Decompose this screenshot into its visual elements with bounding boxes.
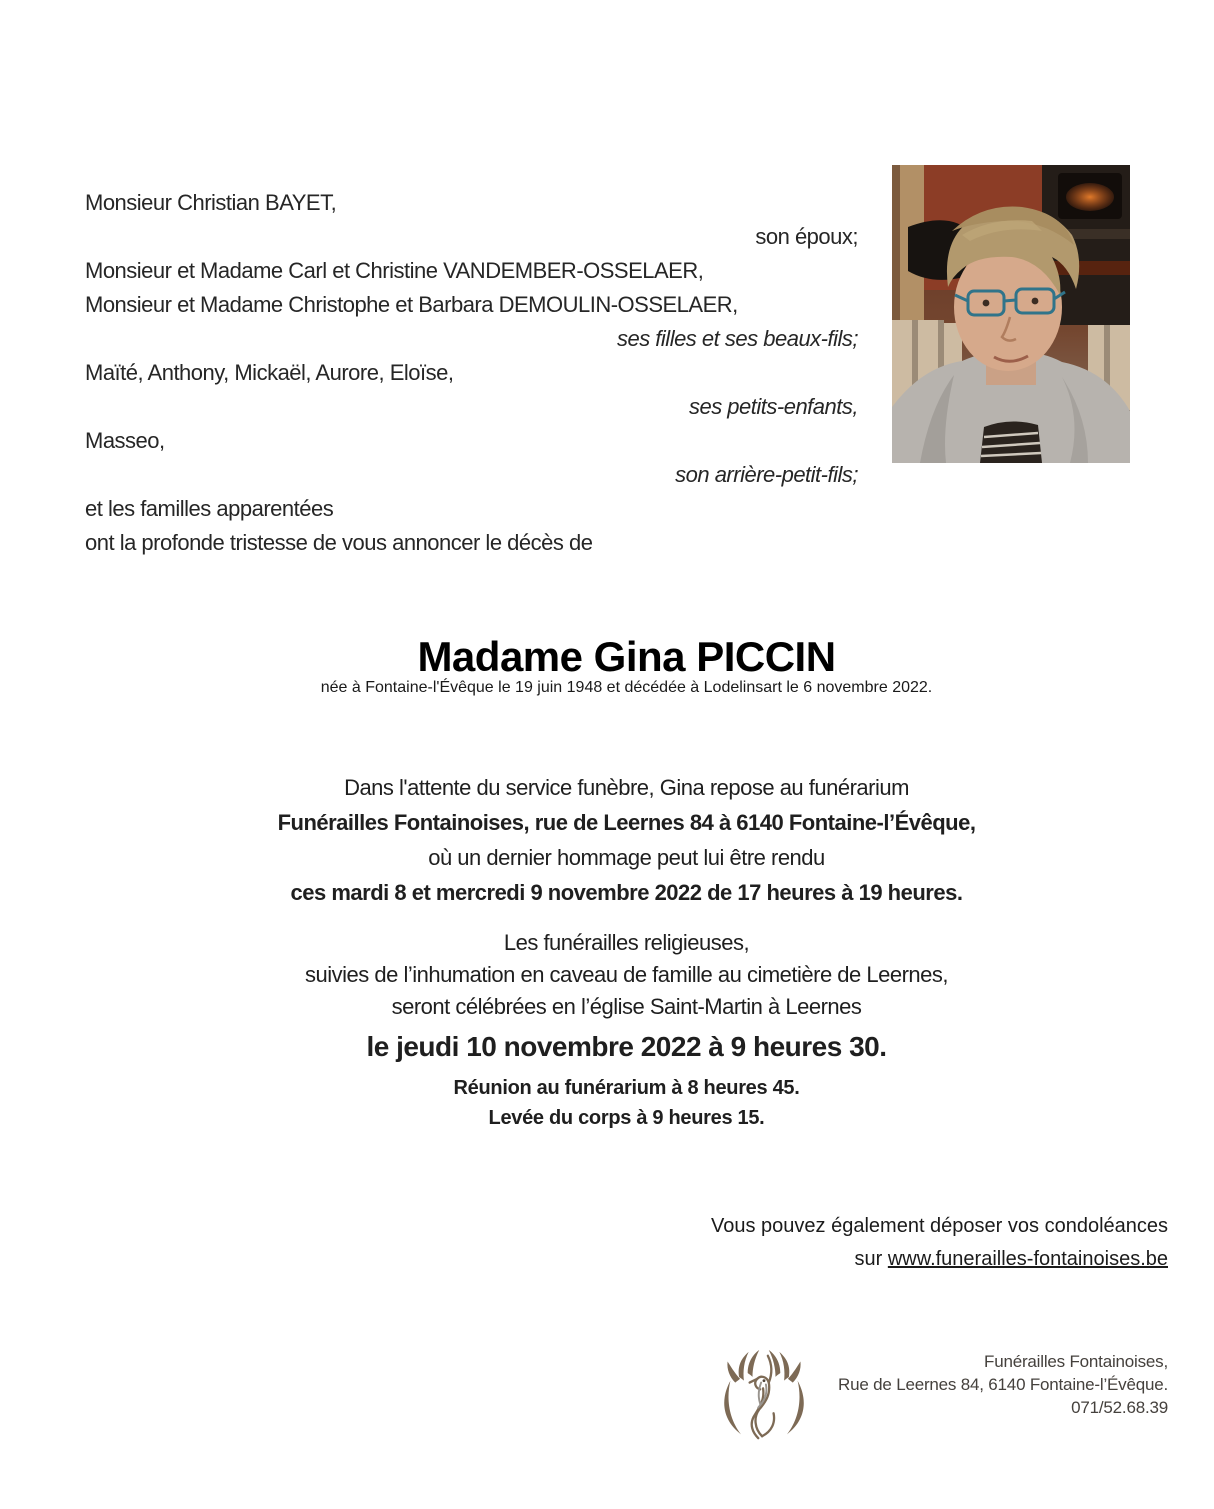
funeral-date: le jeudi 10 novembre 2022 à 9 heures 30. bbox=[366, 1031, 887, 1062]
wake-line: Dans l'attente du service funèbre, Gina repose au funérarium bbox=[344, 775, 909, 800]
funeral-section bbox=[85, 927, 1168, 1023]
wake-section bbox=[85, 770, 1168, 910]
announcement-line: ont la profonde tristesse de vous annoncer le décès de bbox=[85, 530, 593, 555]
family-line: Monsieur et Madame Christophe et Barbara DEMOULIN-OSSELAER, bbox=[85, 292, 738, 317]
family-line: Monsieur Christian BAYET, bbox=[85, 190, 337, 215]
family-line: et les familles apparentées bbox=[85, 496, 334, 521]
funeral-line: seront célébrées en l’église Saint-Martin à Leernes bbox=[391, 994, 862, 1019]
footer-address: Rue de Leernes 84, 6140 Fontaine-l’Évêque. bbox=[838, 1375, 1168, 1394]
relation-label: son époux; bbox=[755, 224, 858, 249]
family-announcement bbox=[85, 186, 858, 560]
visiting-hours: ces mardi 8 et mercredi 9 novembre 2022 de 17 heures à 19 heures. bbox=[290, 880, 963, 905]
relation-label: ses petits-enfants, bbox=[688, 394, 858, 419]
portrait-photo-image bbox=[892, 165, 1130, 463]
deceased-name: Madame Gina PICCIN bbox=[417, 633, 836, 680]
condolences-prefix: sur bbox=[854, 1248, 888, 1270]
footer-contact bbox=[85, 1350, 1168, 1419]
funerarium-address: Funérailles Fontainoises, rue de Leernes 84 à 6140 Fontaine-l’Évêque, bbox=[277, 810, 976, 835]
family-line: Masseo, bbox=[85, 428, 165, 453]
funeral-line: Les funérailles religieuses, bbox=[503, 930, 750, 955]
relation-label: ses filles et ses beaux-fils; bbox=[616, 326, 858, 351]
condolences-link[interactable]: www.funerailles-fontainoises.be bbox=[887, 1248, 1168, 1270]
wake-line: où un dernier hommage peut lui être rendu bbox=[428, 845, 825, 870]
meeting-times bbox=[85, 1073, 1168, 1133]
footer-company: Funérailles Fontainoises, bbox=[984, 1352, 1168, 1371]
family-line: Maïté, Anthony, Mickaël, Aurore, Eloïse, bbox=[85, 360, 454, 385]
body-removal-time: Levée du corps à 9 heures 15. bbox=[488, 1107, 765, 1129]
relation-label: son arrière-petit-fils; bbox=[675, 462, 858, 487]
meeting-time: Réunion au funérarium à 8 heures 45. bbox=[453, 1077, 800, 1099]
funeral-line: suivies de l’inhumation en caveau de famille au cimetière de Leernes, bbox=[305, 962, 948, 987]
condolences-note bbox=[85, 1210, 1168, 1276]
condolences-link-line bbox=[85, 1243, 1168, 1276]
family-line: Monsieur et Madame Carl et Christine VANDEMBER-OSSELAER, bbox=[85, 258, 704, 283]
footer-phone: 071/52.68.39 bbox=[1071, 1398, 1168, 1417]
portrait-photo bbox=[892, 165, 1130, 463]
deceased-life-details: née à Fontaine-l'Évêque le 19 juin 1948 et décédée à Lodelinsart le 6 novembre 2022. bbox=[320, 679, 933, 696]
condolences-line: Vous pouvez également déposer vos condoléances bbox=[711, 1215, 1168, 1237]
